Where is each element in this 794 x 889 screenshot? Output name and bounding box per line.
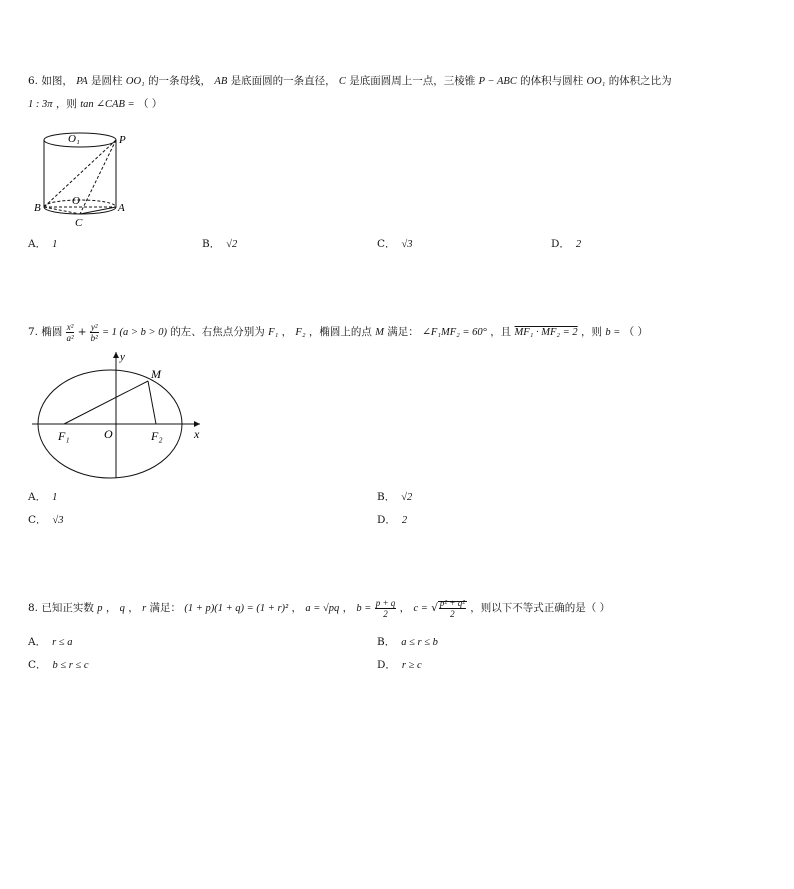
option-value: √2 (401, 492, 413, 503)
question-8 (28, 594, 768, 623)
q6-option-b[interactable] (202, 236, 237, 251)
label-y: y (120, 351, 125, 363)
q7-text: ，椭圆上的点 (308, 326, 372, 338)
q6-text: 是底面圆周上一点，三棱锥 (349, 75, 476, 87)
q8-math: a = √pq (305, 603, 340, 614)
q8-radicand (438, 597, 467, 619)
cylinder-bottom-back (44, 200, 116, 207)
q7-option-c[interactable] (28, 512, 64, 527)
q6-text: 的一条母线， (148, 75, 212, 87)
q6-option-c[interactable] (377, 236, 413, 251)
label-a: A (118, 202, 125, 214)
q8-number: 8. (28, 602, 39, 614)
q7-text: 椭圆 (41, 326, 63, 338)
q8-math: q (119, 603, 125, 614)
q6-math: 1 : 3π (28, 99, 53, 110)
option-label: C． (28, 659, 47, 671)
q8-text: 已知正实数 (41, 602, 94, 614)
option-label: C． (28, 514, 47, 526)
q8-math: r (142, 603, 147, 614)
q6-option-d[interactable] (551, 236, 581, 251)
label-p: P (119, 134, 126, 146)
option-value: b ≤ r ≤ c (52, 660, 89, 671)
option-label: A． (28, 636, 47, 648)
q6-stem-line-1 (28, 72, 768, 91)
q8-text: ， (291, 602, 303, 614)
option-value: √3 (52, 515, 64, 526)
q8-option-c[interactable] (28, 657, 89, 672)
q6-math: OO₁ (586, 76, 606, 87)
q6-math: PA (76, 76, 88, 87)
q8-option-a[interactable] (28, 634, 72, 649)
q6-math: P − ABC (478, 76, 517, 87)
option-label: A． (28, 238, 47, 250)
label-b: B (34, 202, 41, 214)
label-f1: F₁ (58, 429, 70, 443)
q7-number: 7. (28, 326, 39, 338)
q8-math: b = (356, 603, 372, 614)
q8-text: ， (128, 602, 139, 614)
q6-text: 是底面圆的一条直径， (230, 75, 336, 87)
q6-math: C (338, 76, 346, 87)
label-o: O (104, 427, 113, 441)
option-value: r ≤ a (52, 637, 73, 648)
option-value: r ≥ c (401, 660, 422, 671)
q6-number: 6. (28, 75, 39, 87)
q7-ellipse-figure (28, 348, 208, 482)
option-label: B． (377, 636, 396, 648)
option-label: D． (377, 659, 396, 671)
q7-text: 的左、右焦点分别为 (170, 326, 265, 338)
q7-math: M (375, 327, 384, 338)
q7-option-a[interactable] (28, 489, 57, 504)
q8-stem (28, 594, 768, 623)
label-o1: O₁ (68, 133, 80, 145)
q7-math: ∠F₁MF₂ = 60° (422, 327, 487, 338)
q8-math: p (97, 603, 103, 614)
q7-text: ， (281, 326, 293, 338)
option-label: A． (28, 491, 47, 503)
option-label: D． (551, 238, 570, 250)
q6-answer-blank: （ ） (137, 98, 163, 110)
option-value: 1 (52, 492, 58, 503)
question-6 (28, 72, 768, 114)
q7-option-b[interactable] (377, 489, 412, 504)
q6-text: ，则 (55, 98, 77, 110)
option-value: √3 (401, 239, 413, 250)
option-value: √2 (226, 239, 238, 250)
q7-text: 满足： (387, 326, 419, 338)
q7-math: + (77, 326, 87, 338)
q7-frac-x (66, 322, 75, 343)
q7-vector-math: MF₁ · MF₂ = 2 (514, 327, 578, 338)
q8-option-b[interactable] (377, 634, 438, 649)
q7-math: b = (605, 327, 621, 338)
q6-option-a[interactable] (28, 236, 57, 251)
q6-stem-line-2 (28, 95, 768, 114)
q6-text: 如图， (41, 75, 73, 87)
q8-frac-b (375, 598, 397, 619)
option-value: 2 (401, 515, 408, 526)
q6-math: AB (214, 76, 228, 87)
q7-text: ，且 (490, 326, 512, 338)
frac-numerator: y² (90, 321, 98, 332)
q8-text: ，则以下不等式正确的是（ ） (470, 602, 611, 614)
q6-text: 的体积之比为 (608, 75, 672, 87)
segment-f1m (64, 381, 148, 424)
q7-math: = 1 (a > b > 0) (101, 327, 167, 338)
q8-text: ， (399, 602, 411, 614)
frac-denominator: a² (66, 332, 74, 343)
q7-option-d[interactable] (377, 512, 407, 527)
frac-denominator: 2 (450, 608, 455, 619)
frac-denominator: b² (90, 332, 98, 343)
q7-math: F₂ (295, 327, 306, 338)
label-x: x (194, 427, 200, 441)
option-label: B． (377, 491, 396, 503)
label-o: O (72, 195, 80, 207)
q8-text: 满足： (149, 602, 182, 614)
frac-numerator: x² (66, 321, 74, 332)
q8-option-d[interactable] (377, 657, 422, 672)
label-c: C (75, 217, 83, 229)
q7-text: ，则 (580, 326, 602, 338)
q6-cylinder-figure (28, 124, 143, 230)
q8-text: ， (105, 602, 117, 614)
q6-math: tan ∠CAB = (80, 99, 135, 110)
q6-text: 是圆柱 (91, 75, 123, 87)
q8-text: ， (342, 602, 354, 614)
option-value: 2 (575, 239, 582, 250)
frac-denominator: 2 (383, 608, 388, 619)
option-label: D． (377, 514, 396, 526)
sqrt-sign: √ (431, 602, 438, 614)
question-7 (28, 318, 768, 347)
segment-pc (80, 140, 116, 214)
q7-answer-blank: （ ） (623, 326, 648, 338)
q6-text: 的体积与圆柱 (520, 75, 584, 87)
option-label: C． (377, 238, 396, 250)
label-m: M (151, 367, 161, 381)
option-value: a ≤ r ≤ b (401, 637, 438, 648)
segment-pb (44, 140, 116, 207)
option-label: B． (202, 238, 221, 250)
q8-math: (1 + p)(1 + q) = (1 + r)² (184, 603, 289, 614)
q7-frac-y (90, 322, 99, 343)
q8-math: c = (413, 603, 428, 614)
q7-stem (28, 318, 768, 347)
frac-numerator: p + q (375, 597, 396, 608)
option-value: 1 (52, 239, 58, 250)
q8-frac-c (439, 598, 466, 619)
label-f2: F₂ (151, 429, 163, 443)
segment-mf2 (148, 381, 156, 424)
frac-numerator: p² + q² (439, 597, 465, 608)
q6-math: OO₁ (125, 76, 145, 87)
cylinder-top-ellipse (44, 133, 116, 147)
q7-math: F₁ (268, 327, 279, 338)
